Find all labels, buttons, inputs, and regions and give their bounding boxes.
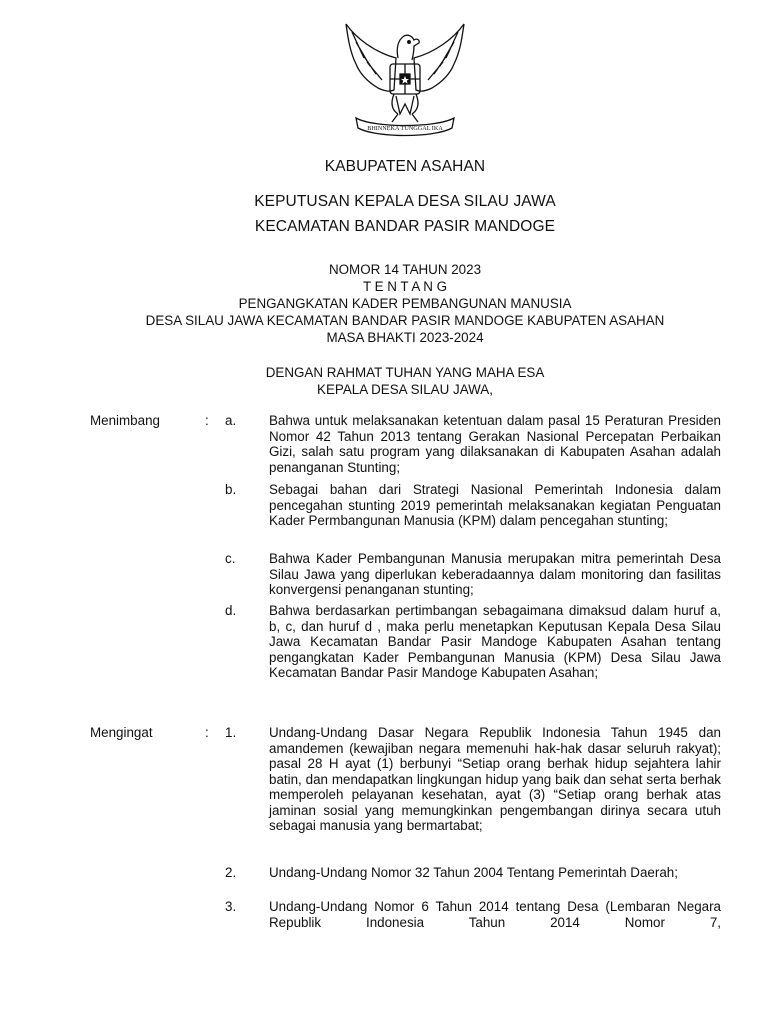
garuda-pancasila-emblem <box>334 18 476 142</box>
item-text: Sebagai bahan dari Strategi Nasional Pemerintah Indonesia dalam pencegahan stunting 2019 pemerintah melaksanakan kegiatan Penguatan Kader Permbangunan Manusia (KPM) dalam pencegahan stunting; <box>269 482 721 528</box>
emblem-motto: BHINNEKA TUNGGAL IKA <box>367 125 443 132</box>
decree-number: NOMOR 14 TAHUN 2023 <box>328 262 482 277</box>
mengingat-label: Mengingat <box>90 725 153 740</box>
item-text: Undang-Undang Nomor 32 Tahun 2004 Tentang Pemerintah Daerah; <box>269 865 678 880</box>
regency-title: KABUPATEN ASAHAN <box>324 158 486 175</box>
item-marker: 3. <box>225 899 237 914</box>
invocation: DENGAN RAHMAT TUHAN YANG MAHA ESA <box>265 365 545 380</box>
item-marker: 1. <box>225 725 237 740</box>
menimbang-colon: : <box>205 413 209 428</box>
item-marker: d. <box>225 603 237 618</box>
item-marker: a. <box>225 413 237 428</box>
subject-line-2: DESA SILAU JAWA KECAMATAN BANDAR PASIR MANDOGE KABUPATEN ASAHAN <box>145 313 665 328</box>
item-marker: b. <box>225 482 237 497</box>
item-text: Undang-Undang Nomor 6 Tahun 2014 tentang Desa (Lembaran Negara Republik Indonesia Tahun 2014 Nomor 7, <box>269 899 721 930</box>
item-text: Bahwa untuk melaksanakan ketentuan dalam pasal 15 Peraturan Presiden Nomor 42 Tahun 2013 tentang Gerakan Nasional Percepatan Perbaikan Gizi, salah satu program yang dilaksanakan di Kabupaten Asahan adalah penanganan Stunting; <box>269 413 721 475</box>
decree-title-line-1: KEPUTUSAN KEPALA DESA SILAU JAWA <box>254 193 556 210</box>
mengingat-colon: : <box>205 725 209 740</box>
item-marker: 2. <box>225 865 237 880</box>
item-marker: c. <box>225 551 236 566</box>
item-text: Bahwa Kader Pembangunan Manusia merupakan mitra pemerintah Desa Silau Jawa yang diperlukan keberadaannya dalam monitoring dan fasilitas konvergensi penanganan stunting; <box>269 551 721 597</box>
subject-line-1: PENGANGKATAN KADER PEMBANGUNAN MANUSIA <box>238 296 572 311</box>
item-text: Undang-Undang Dasar Negara Republik Indonesia Tahun 1945 dan amandemen (kewajiban negara memenuhi hak-hak dasar seluruh rakyat); pasal 28 H ayat (1) berbunyi “Setiap orang berhak hidup sejahtera lahir batin, dan mendapatkan lingkungan hidup yang baik dan sehat serta berhak memperoleh pelayanan kesehatan, ayat (3) “Setiap orang berhak atas jaminan sosial yang memungkinkan pengembangan dirinya secara utuh sebagai manusia yang bermartabat; <box>269 725 721 833</box>
menimbang-label: Menimbang <box>90 413 160 428</box>
subject-line-3: MASA BHAKTI 2023-2024 <box>326 330 484 345</box>
decree-title-line-2: KECAMATAN BANDAR PASIR MANDOGE <box>254 218 556 235</box>
item-text: Bahwa berdasarkan pertimbangan sebagaimana dimaksud dalam huruf a, b, c, dan huruf d , maka perlu menetapkan Keputusan Kepala Desa Silau Jawa Kecamatan Bandar Pasir Mandoge Kabupaten Asahan tentang pengangkatan Kader Pembangunan Manusia (KPM) Desa Silau Jawa Kecamatan Bandar Pasir Mandoge Kabupaten Asahan; <box>269 603 721 680</box>
about-label: T E N T A N G <box>362 279 448 294</box>
issuer: KEPALA DESA SILAU JAWA, <box>317 382 493 397</box>
